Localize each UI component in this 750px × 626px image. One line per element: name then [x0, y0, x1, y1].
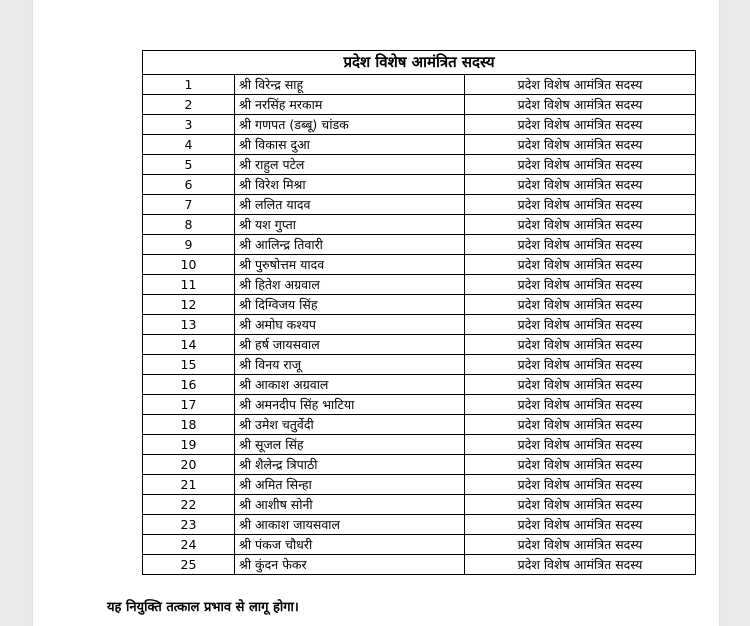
- member-name-cell: श्री राहुल पटेल: [235, 155, 465, 175]
- document-page: [33, 0, 719, 626]
- member-role-cell: प्रदेश विशेष आमंत्रित सदस्य: [465, 535, 696, 555]
- member-role-cell: प्रदेश विशेष आमंत्रित सदस्य: [465, 495, 696, 515]
- member-role-cell: प्रदेश विशेष आमंत्रित सदस्य: [465, 455, 696, 475]
- serial-number-cell: 20: [143, 455, 235, 475]
- table-row: [143, 495, 696, 515]
- serial-number-cell: 5: [143, 155, 235, 175]
- table-row: [143, 355, 696, 375]
- serial-number-cell: 3: [143, 115, 235, 135]
- table-row: [143, 435, 696, 455]
- table-row: [143, 535, 696, 555]
- table-row: [143, 395, 696, 415]
- member-role-cell: प्रदेश विशेष आमंत्रित सदस्य: [465, 75, 696, 95]
- member-name-cell: श्री आकाश अग्रवाल: [235, 375, 465, 395]
- serial-number-cell: 9: [143, 235, 235, 255]
- serial-number-cell: 23: [143, 515, 235, 535]
- table-heading: प्रदेश विशेष आमंत्रित सदस्य: [143, 51, 696, 75]
- member-role-cell: प्रदेश विशेष आमंत्रित सदस्य: [465, 255, 696, 275]
- member-name-cell: श्री पंकज चौधरी: [235, 535, 465, 555]
- footer-note: यह नियुक्ति तत्काल प्रभाव से लागू होगा।: [107, 600, 299, 615]
- serial-number-cell: 17: [143, 395, 235, 415]
- serial-number-cell: 21: [143, 475, 235, 495]
- table-row: [143, 515, 696, 535]
- serial-number-cell: 12: [143, 295, 235, 315]
- member-role-cell: प्रदेश विशेष आमंत्रित सदस्य: [465, 315, 696, 335]
- serial-number-cell: 25: [143, 555, 235, 575]
- table-body: [143, 75, 696, 575]
- serial-number-cell: 11: [143, 275, 235, 295]
- serial-number-cell: 2: [143, 95, 235, 115]
- serial-number-cell: 4: [143, 135, 235, 155]
- table-row: [143, 215, 696, 235]
- member-name-cell: श्री विरेश मिश्रा: [235, 175, 465, 195]
- member-role-cell: प्रदेश विशेष आमंत्रित सदस्य: [465, 215, 696, 235]
- member-name-cell: श्री ललित यादव: [235, 195, 465, 215]
- serial-number-cell: 7: [143, 195, 235, 215]
- serial-number-cell: 19: [143, 435, 235, 455]
- table-row: [143, 195, 696, 215]
- table-row: [143, 175, 696, 195]
- member-role-cell: प्रदेश विशेष आमंत्रित सदस्य: [465, 175, 696, 195]
- table-row: [143, 315, 696, 335]
- member-name-cell: श्री कुंदन फेकर: [235, 555, 465, 575]
- member-role-cell: प्रदेश विशेष आमंत्रित सदस्य: [465, 115, 696, 135]
- serial-number-cell: 24: [143, 535, 235, 555]
- member-name-cell: श्री अमित सिन्हा: [235, 475, 465, 495]
- table-row: [143, 335, 696, 355]
- table-row: [143, 235, 696, 255]
- member-name-cell: श्री विकास दुआ: [235, 135, 465, 155]
- member-role-cell: प्रदेश विशेष आमंत्रित सदस्य: [465, 415, 696, 435]
- serial-number-cell: 18: [143, 415, 235, 435]
- table-row: [143, 415, 696, 435]
- table-row: [143, 475, 696, 495]
- serial-number-cell: 16: [143, 375, 235, 395]
- member-name-cell: श्री आलिन्द्र तिवारी: [235, 235, 465, 255]
- member-role-cell: प्रदेश विशेष आमंत्रित सदस्य: [465, 515, 696, 535]
- member-role-cell: प्रदेश विशेष आमंत्रित सदस्य: [465, 355, 696, 375]
- member-name-cell: श्री अमनदीप सिंह भाटिया: [235, 395, 465, 415]
- member-name-cell: श्री हितेश अग्रवाल: [235, 275, 465, 295]
- member-role-cell: प्रदेश विशेष आमंत्रित सदस्य: [465, 475, 696, 495]
- serial-number-cell: 22: [143, 495, 235, 515]
- serial-number-cell: 6: [143, 175, 235, 195]
- member-role-cell: प्रदेश विशेष आमंत्रित सदस्य: [465, 275, 696, 295]
- member-role-cell: प्रदेश विशेष आमंत्रित सदस्य: [465, 135, 696, 155]
- table-heading-row: [143, 51, 696, 75]
- table-row: [143, 75, 696, 95]
- serial-number-cell: 13: [143, 315, 235, 335]
- member-name-cell: श्री नरसिंह मरकाम: [235, 95, 465, 115]
- member-role-cell: प्रदेश विशेष आमंत्रित सदस्य: [465, 555, 696, 575]
- member-name-cell: श्री शैलेन्द्र त्रिपाठी: [235, 455, 465, 475]
- member-name-cell: श्री गणपत (डब्बू) चांडक: [235, 115, 465, 135]
- table-row: [143, 135, 696, 155]
- table-row: [143, 375, 696, 395]
- serial-number-cell: 1: [143, 75, 235, 95]
- member-role-cell: प्रदेश विशेष आमंत्रित सदस्य: [465, 235, 696, 255]
- member-name-cell: श्री आकाश जायसवाल: [235, 515, 465, 535]
- table-row: [143, 115, 696, 135]
- table-row: [143, 275, 696, 295]
- table-row: [143, 95, 696, 115]
- serial-number-cell: 8: [143, 215, 235, 235]
- table-row: [143, 255, 696, 275]
- member-name-cell: श्री आशीष सोनी: [235, 495, 465, 515]
- member-role-cell: प्रदेश विशेष आमंत्रित सदस्य: [465, 375, 696, 395]
- serial-number-cell: 14: [143, 335, 235, 355]
- member-role-cell: प्रदेश विशेष आमंत्रित सदस्य: [465, 95, 696, 115]
- member-role-cell: प्रदेश विशेष आमंत्रित सदस्य: [465, 395, 696, 415]
- member-role-cell: प्रदेश विशेष आमंत्रित सदस्य: [465, 335, 696, 355]
- member-name-cell: श्री विरेन्द्र साहू: [235, 75, 465, 95]
- member-role-cell: प्रदेश विशेष आमंत्रित सदस्य: [465, 435, 696, 455]
- table-row: [143, 155, 696, 175]
- member-name-cell: श्री विनय राजू: [235, 355, 465, 375]
- serial-number-cell: 15: [143, 355, 235, 375]
- member-role-cell: प्रदेश विशेष आमंत्रित सदस्य: [465, 195, 696, 215]
- member-role-cell: प्रदेश विशेष आमंत्रित सदस्य: [465, 295, 696, 315]
- member-name-cell: श्री अमोघ कश्यप: [235, 315, 465, 335]
- member-name-cell: श्री उमेश चतुर्वेदी: [235, 415, 465, 435]
- serial-number-cell: 10: [143, 255, 235, 275]
- member-name-cell: श्री दिग्विजय सिंह: [235, 295, 465, 315]
- member-name-cell: श्री सूजल सिंह: [235, 435, 465, 455]
- member-name-cell: श्री हर्ष जायसवाल: [235, 335, 465, 355]
- member-name-cell: श्री पुरुषोत्तम यादव: [235, 255, 465, 275]
- table-row: [143, 555, 696, 575]
- member-role-cell: प्रदेश विशेष आमंत्रित सदस्य: [465, 155, 696, 175]
- table-row: [143, 295, 696, 315]
- members-table: [142, 50, 696, 575]
- member-name-cell: श्री यश गुप्ता: [235, 215, 465, 235]
- table-row: [143, 455, 696, 475]
